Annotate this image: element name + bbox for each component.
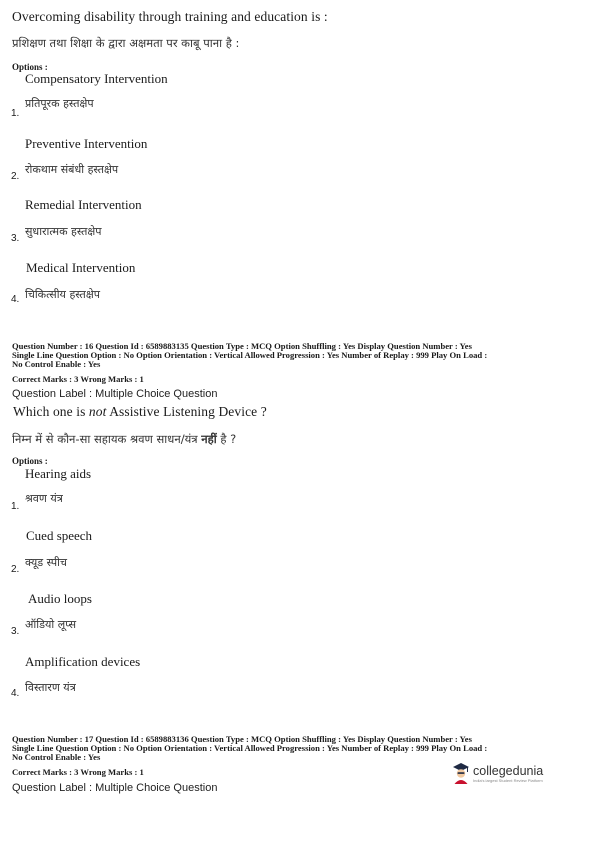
q16-marks: Correct Marks : 3 Wrong Marks : 1 [12, 374, 144, 384]
q16-options-label: Options : [12, 456, 48, 466]
q17-meta-line-2: Single Line Question Option : No Option Orientation : Vertical Allowed Progression : Yes Number of Replay : 999 Play On Load : [12, 743, 488, 753]
graduate-mascot-icon [452, 762, 470, 784]
q16-question-label: Question Label : Multiple Choice Question [12, 388, 218, 400]
q16-question-en-post: Assistive Listening Device ? [106, 404, 267, 419]
q17-marks: Correct Marks : 3 Wrong Marks : 1 [12, 767, 144, 777]
q15-option-4-en: Medical Intervention [26, 260, 136, 275]
q16-option-1-num: 1. [11, 501, 20, 512]
collegedunia-watermark [452, 762, 543, 784]
q16-option-2-num: 2. [11, 564, 20, 575]
q15-options-label: Options : [12, 62, 48, 72]
q16-option-2-en: Cued speech [26, 528, 93, 543]
q16-option-4-hi: विस्तारण यंत्र [25, 681, 76, 694]
q16-question-hi-post: है ? [216, 432, 237, 446]
q17-meta-line-3: No Control Enable : Yes [12, 752, 101, 762]
q15-option-4-num: 4. [11, 294, 20, 305]
q16-question-hi-bold: नहीं [201, 432, 217, 446]
q16-option-1-en: Hearing aids [25, 466, 92, 481]
q16-meta-line-3: No Control Enable : Yes [12, 359, 101, 369]
q15-option-3-hi: सुधारात्मक हस्तक्षेप [25, 225, 102, 238]
q16-option-1-hi: श्रवण यंत्र [25, 492, 63, 505]
q16-option-3-hi: ऑडियो लूप्स [25, 618, 77, 631]
q15-option-2-en: Preventive Intervention [25, 136, 148, 151]
q15-option-1-en: Compensatory Intervention [25, 71, 168, 86]
q15-option-1-hi: प्रतिपूरक हस्तक्षेप [25, 97, 94, 110]
q16-question-hi [12, 432, 236, 447]
q16-question-hi-pre: निम्न में से कौन-सा सहायक श्रवण साधन/यंत्र [12, 432, 202, 446]
q15-option-1-num: 1. [11, 108, 20, 119]
q16-meta-line-2: Single Line Question Option : No Option Orientation : Vertical Allowed Progression : Yes Number of Replay : 999 Play On Load : [12, 350, 488, 360]
brand-tagline: India's largest Student Review Platform [473, 777, 543, 783]
q16-option-3-en: Audio loops [28, 591, 92, 606]
q16-option-4-num: 4. [11, 688, 20, 699]
q16-meta-line-1: Question Number : 16 Question Id : 6589883135 Question Type : MCQ Option Shuffling : Yes Display Question Number : Yes [12, 341, 472, 351]
q15-option-2-hi: रोकथाम संबंधी हस्तक्षेप [25, 163, 119, 176]
q17-meta-line-1: Question Number : 17 Question Id : 6589883136 Question Type : MCQ Option Shuffling : Yes Display Question Number : Yes [12, 734, 472, 744]
q16-question-en-emphasis: not [88, 404, 107, 419]
q15-option-4-hi: चिकित्सीय हस्तक्षेप [25, 288, 100, 301]
q15-option-2-num: 2. [11, 171, 20, 182]
q16-option-2-hi: क्यूड स्पीच [25, 556, 68, 569]
q17-question-label: Question Label : Multiple Choice Question [12, 782, 218, 794]
q15-option-3-en: Remedial Intervention [25, 197, 142, 212]
q16-option-4-en: Amplification devices [25, 654, 141, 669]
q16-option-3-num: 3. [11, 626, 20, 637]
q16-question-en [13, 404, 267, 420]
q16-question-en-pre: Which one is [13, 404, 89, 419]
q15-option-3-num: 3. [11, 233, 20, 244]
q15-question-hi: प्रशिक्षण तथा शिक्षा के द्वारा अक्षमता पर काबू पाना है : [12, 36, 240, 50]
brand-name: collegedunia [473, 763, 544, 778]
q15-question-en: Overcoming disability through training and education is : [12, 9, 328, 24]
